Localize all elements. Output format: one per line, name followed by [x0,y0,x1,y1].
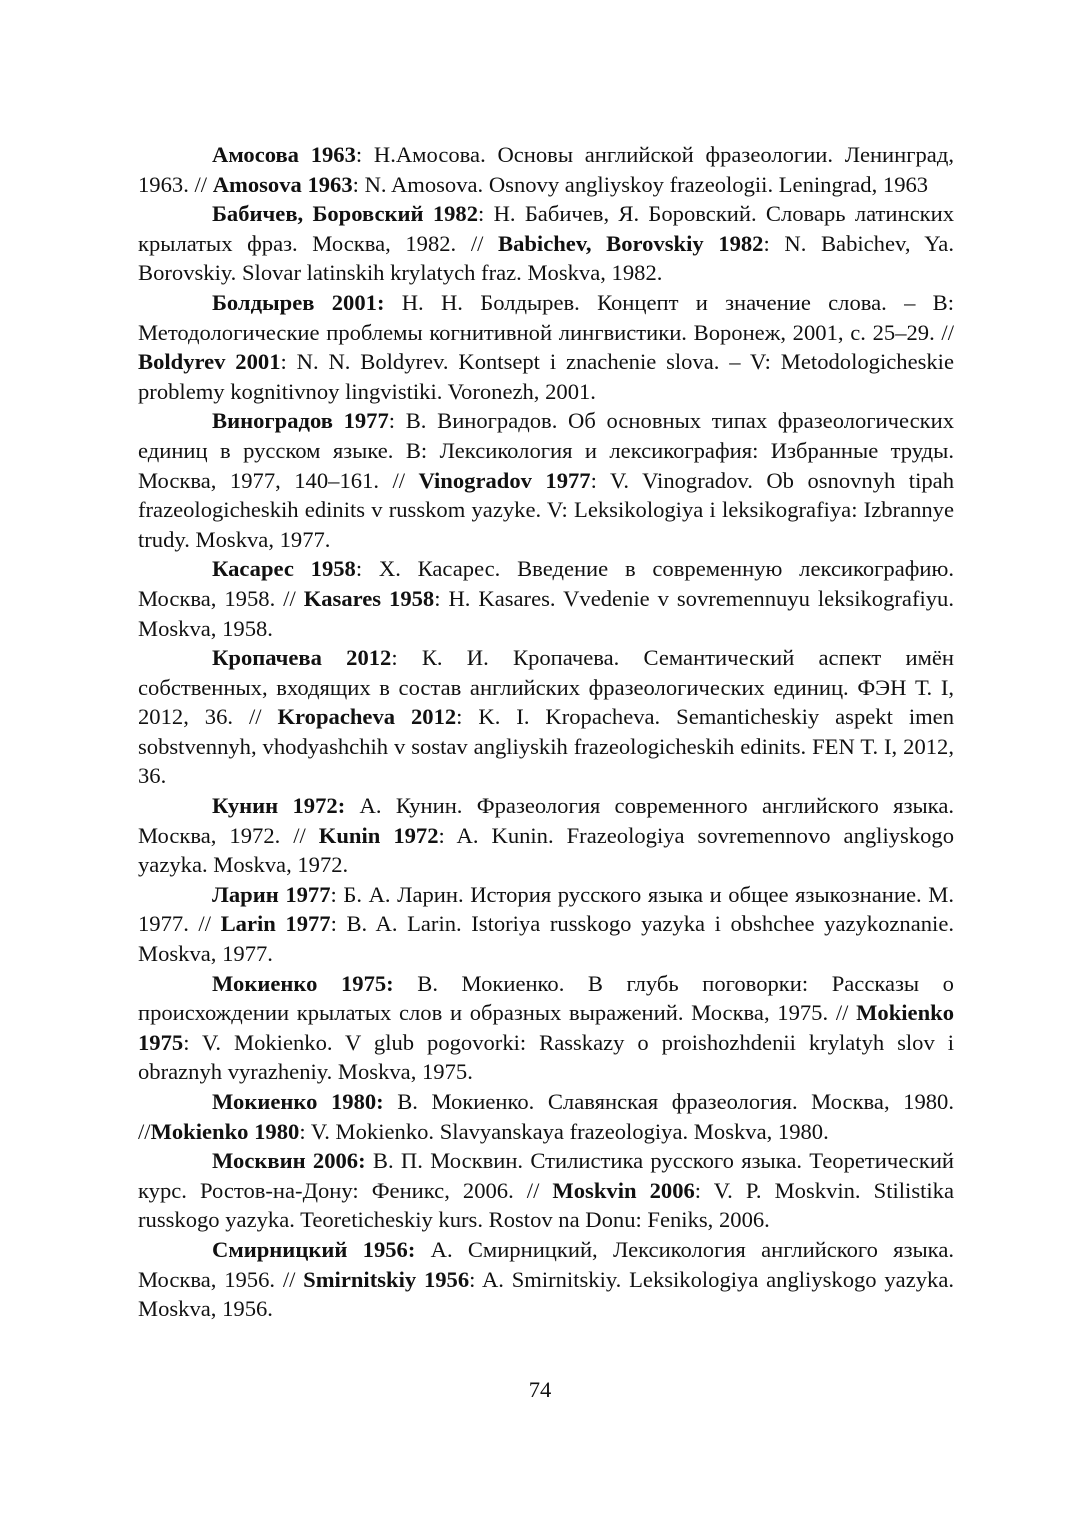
reference-text: : N. Babichev, Ya. Borovskiy. Slovar latinskih krylatych fraz. Moskva, 1982. [138,230,954,286]
reference-text: : Б. А. Ларин. История русского языка и общее языкознание. М. 1977. // [138,881,954,937]
reference-key: Smirnitskiy 1956 [303,1266,470,1292]
reference-text: А. Смирницкий, Лексикология английского языка. Москва, 1956. // [138,1236,954,1292]
reference-entry [138,406,954,554]
reference-key: Mokienko 1980 [150,1118,300,1144]
reference-key: Болдырев 2001: [212,289,385,315]
reference-key: Москвин 2006: [212,1148,366,1174]
reference-text: Н. Н. Болдырев. Концепт и значение слова. – В: Методологические проблемы когнитивной лингвистики. Воронеж, 2001, с. 25–29. // [138,289,954,345]
reference-text: : Х. Касарес. Введение в современную лексикографию. Москва, 1958. // [138,556,954,611]
reference-entry [138,554,954,643]
reference-key: Boldyrev 2001 [138,349,281,375]
reference-text: : V. Mokienko. V glub pogovorki: Rasskazy o proishozhdenii krylatyh slov i obraznyh vyrazheniy. Moskva, 1975. [138,1029,954,1085]
reference-key: Касарес 1958 [212,556,356,582]
reference-entry [138,880,954,969]
reference-key: Kropacheva 2012 [277,704,457,730]
reference-entry [138,1146,954,1235]
reference-entry [138,969,954,1087]
reference-key: Виноградов 1977 [212,408,389,434]
reference-key: Kasares 1958 [303,585,435,611]
page-number: 74 [528,1377,552,1402]
reference-key: Amosova 1963 [212,171,353,197]
reference-key: Ларин 1977 [212,881,331,907]
reference-entry [138,1087,954,1146]
reference-key: Kunin 1972 [318,822,439,848]
reference-key: Мокиенко 1980: [212,1089,384,1114]
reference-key: Смирницкий 1956: [212,1236,416,1262]
reference-key: Mokienko 1975 [138,1000,954,1055]
reference-key: Moskvin 2006 [552,1177,695,1203]
reference-text: : A. Kunin. Frazeologiya sovremennovo angliyskogo yazyka. Moskva, 1972. [138,822,955,878]
reference-text: В. П. Москвин. Стилистика русского языка. Теоретический курс. Ростов-на-Дону: Феникс, 2006. // [138,1148,955,1203]
reference-text: А. Кунин. Фразеология современного английского языка. Москва, 1972. // [138,793,954,848]
reference-text: : Н. Бабичев, Я. Боровский. Словарь латинских крылатых фраз. Москва, 1982. // [138,201,954,256]
reference-key: Кропачева 2012 [212,645,392,671]
reference-key: Бабичев, Боровский 1982 [212,201,479,227]
reference-key: Larin 1977 [220,911,331,937]
reference-entry [138,643,954,791]
reference-key: Кунин 1972: [212,793,346,819]
reference-text: : N. N. Boldyrev. Kontsept i znachenie slova. – V: Metodologicheskie problemy kognitivnoy lingvistiki. Voronezh, 2001. [138,349,954,404]
reference-entry [138,1235,954,1324]
reference-text: : B. A. Larin. Istoriya russkogo yazyka i obshchee yazykoznanie. Moskva, 1977. [138,911,955,967]
reference-key: Vinogradov 1977 [418,467,591,493]
reference-text: В. Мокиенко. Славянская фразеология. Москва, 1980. // [138,1089,954,1144]
reference-entry [138,140,954,199]
reference-entry [138,199,954,288]
bibliography-list [138,140,954,1324]
reference-text: : H. Kasares. Vvedenie v sovremennuyu leksikografiyu. Moskva, 1958. [138,585,954,641]
reference-key: Амосова 1963 [212,142,356,167]
reference-text: : V. P. Moskvin. Stilistika russkogo yazyka. Teoreticheskiy kurs. Rostov na Donu: Feniks, 2006. [138,1177,954,1233]
reference-key: Мокиенко 1975: [212,970,394,996]
reference-text: В. Мокиенко. В глубь поговорки: Рассказы о происхождении крылатых слов и образных выражений. Москва, 1975. // [138,970,954,1026]
reference-text: : V. Vinogradov. Ob osnovnyh tipah frazeologicheskih edinits v russkom yazyke. V: Leksikologiya i leksikografiya: Izbrannye trudy. Moskva, 1977. [138,467,954,552]
reference-text: : N. Amosova. Osnovy angliyskoy frazeologii. Leningrad, 1963 [352,171,929,197]
reference-entry [138,791,954,880]
reference-text: : A. Smirnitskiy. Leksikologiya angliyskogo yazyka. Moskva, 1956. [138,1266,955,1322]
reference-key: Babichev, Borovskiy 1982 [498,230,764,256]
reference-entry [138,288,954,406]
reference-text: : К. И. Кропачева. Семантический аспект имён собственных, входящих в состав английских фразеологических единиц. ФЭН Т. I, 2012, 36. // [138,645,954,730]
reference-text: : В. Виноградов. Об основных типах фразеологических единиц в русском языке. В: Лексикология и лексикография: Избранные труды. Москва, 1977, 140–161. // [138,408,954,493]
reference-text: : V. Mokienko. Slavyanskaya frazeologiya. Moskva, 1980. [299,1118,829,1144]
reference-text: : K. I. Kropacheva. Semanticheskiy aspekt imen sobstvennyh, vhodyashchih v sostav angliyskih frazeologicheskih edinits. FEN T. I, 2012, 36. [138,704,954,789]
reference-text: : Н.Амосова. Основы английской фразеологии. Ленинград, 1963. // [138,142,954,197]
